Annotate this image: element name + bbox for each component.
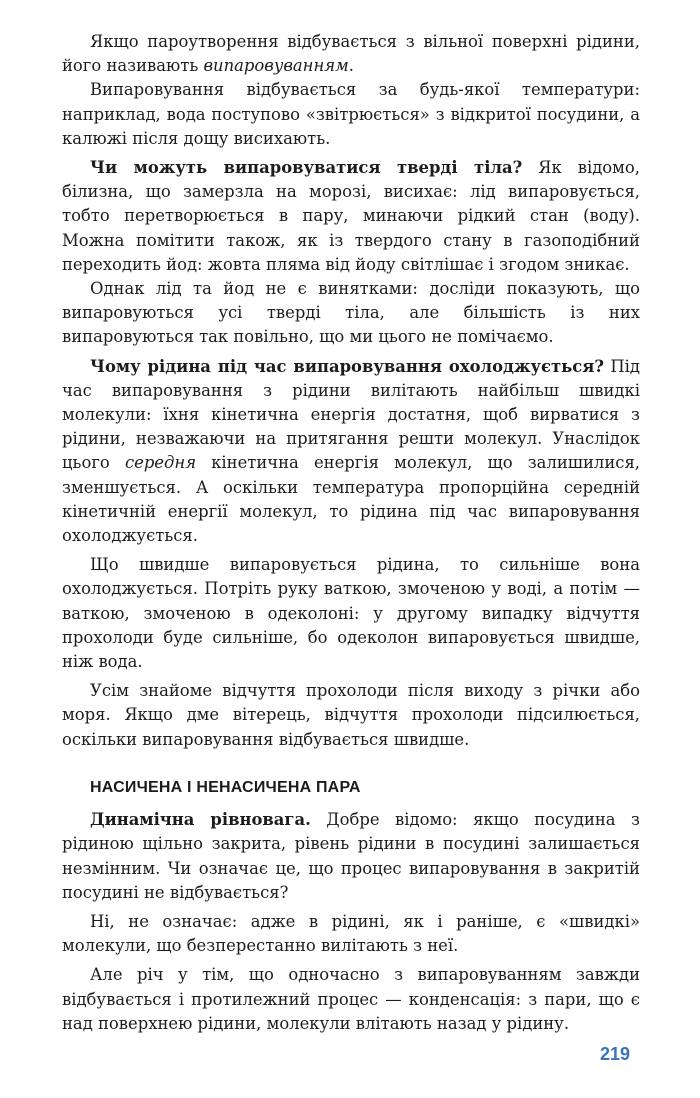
paragraph [62, 963, 640, 1036]
textbook-page [62, 30, 640, 1036]
page-number: 219 [600, 1044, 631, 1064]
paragraph-text: Добре відомо: якщо посудина з рідиною щільно закрита, рівень рідини в посудині залишається незмінним. Чи означає це, що процес випаровування в закритій посудині не відбувається? [62, 810, 640, 902]
paragraph-text: Що швидше випаровується рідина, то сильніше вона охолоджується. Потріть руку ваткою, змоченою у воді, а потім — ваткою, змоченою в одеколоні: у другому випадку відчуття прохолоди буде сильніше, бо одеколон випаровується швидше, ніж вода. [62, 555, 640, 672]
paragraph [62, 355, 640, 549]
bold-heading-text: Чи можуть випаровуватися тверді тіла? [90, 158, 523, 178]
paragraph-text: Ні, не означає: адже в рідині, як і раніше, є «швидкі» молекули, що безперестанно вилітають з неї. [62, 911, 640, 956]
paragraph-text: Під час випаровування з рідини вилітають найбільш швидкі молекули: їхня кінетична енергія достатня, щоб вирватися з рідини, незважаючи на притягання решти молекул. Унаслідок цього [62, 356, 641, 473]
paragraph [62, 30, 640, 78]
paragraph-text: Випаровування відбувається за будь-якої температури: наприклад, вода поступово «звітрюється» з відкритої посудини, а калюжі після дощу висихають. [62, 80, 640, 148]
paragraph [62, 277, 640, 350]
paragraph-text: Усім знайоме відчуття прохолоди після виходу з річки або моря. Якщо дме вітерець, відчуття прохолоди підсилюється, оскільки випаровування відбувається швидше. [62, 681, 640, 749]
paragraph [62, 156, 640, 277]
paragraph-text: . [348, 56, 354, 76]
paragraph [62, 808, 640, 905]
paragraph-text: Як відомо, білизна, що замерзла на морозі, висихає: лід випаровується, тобто перетворюється в пару, минаючи рідкий стан (воду). Можна помітити також, як із твердого стану в газоподібний переходить йод: жовта пляма від йоду світлішає і згодом зникає. [62, 158, 640, 274]
section-body [62, 808, 640, 1036]
paragraph [62, 78, 640, 151]
text-body [62, 30, 640, 752]
bold-heading-text: Чому рідина під час випаровування охолоджується? [90, 356, 604, 376]
paragraph-text: Якщо пароутворення відбувається з вільної поверхні рідини, його називають [62, 32, 640, 76]
paragraph-text: кінетична енергія молекул, що залишилися, зменшується. А оскільки температура пропорційна середній кінетичній енергії молекул, то рідина під час випаровування охолоджується. [62, 453, 641, 546]
paragraph-text: Але річ у тім, що одночасно з випаровуванням завжди відбувається і протилежний процес — конденсація: з пари, що є над поверхнею рідини, молекули влітають назад у рідину. [62, 965, 640, 1033]
paragraph [62, 910, 640, 958]
paragraph-text: Однак лід та йод не є винятками: досліди показують, що випаровуються усі тверді тіла, але більшість із них випаровуються так повільно, що ми цього не помічаємо. [62, 279, 640, 347]
paragraph [62, 679, 640, 752]
italic-term: середня [124, 453, 197, 473]
italic-term: випаровуванням [203, 56, 349, 76]
section-title: НАСИЧЕНА І НЕНАСИЧЕНА ПАРА [90, 778, 361, 796]
bold-heading-text: Динамічна рівновага. [90, 810, 311, 830]
paragraph [62, 553, 640, 674]
